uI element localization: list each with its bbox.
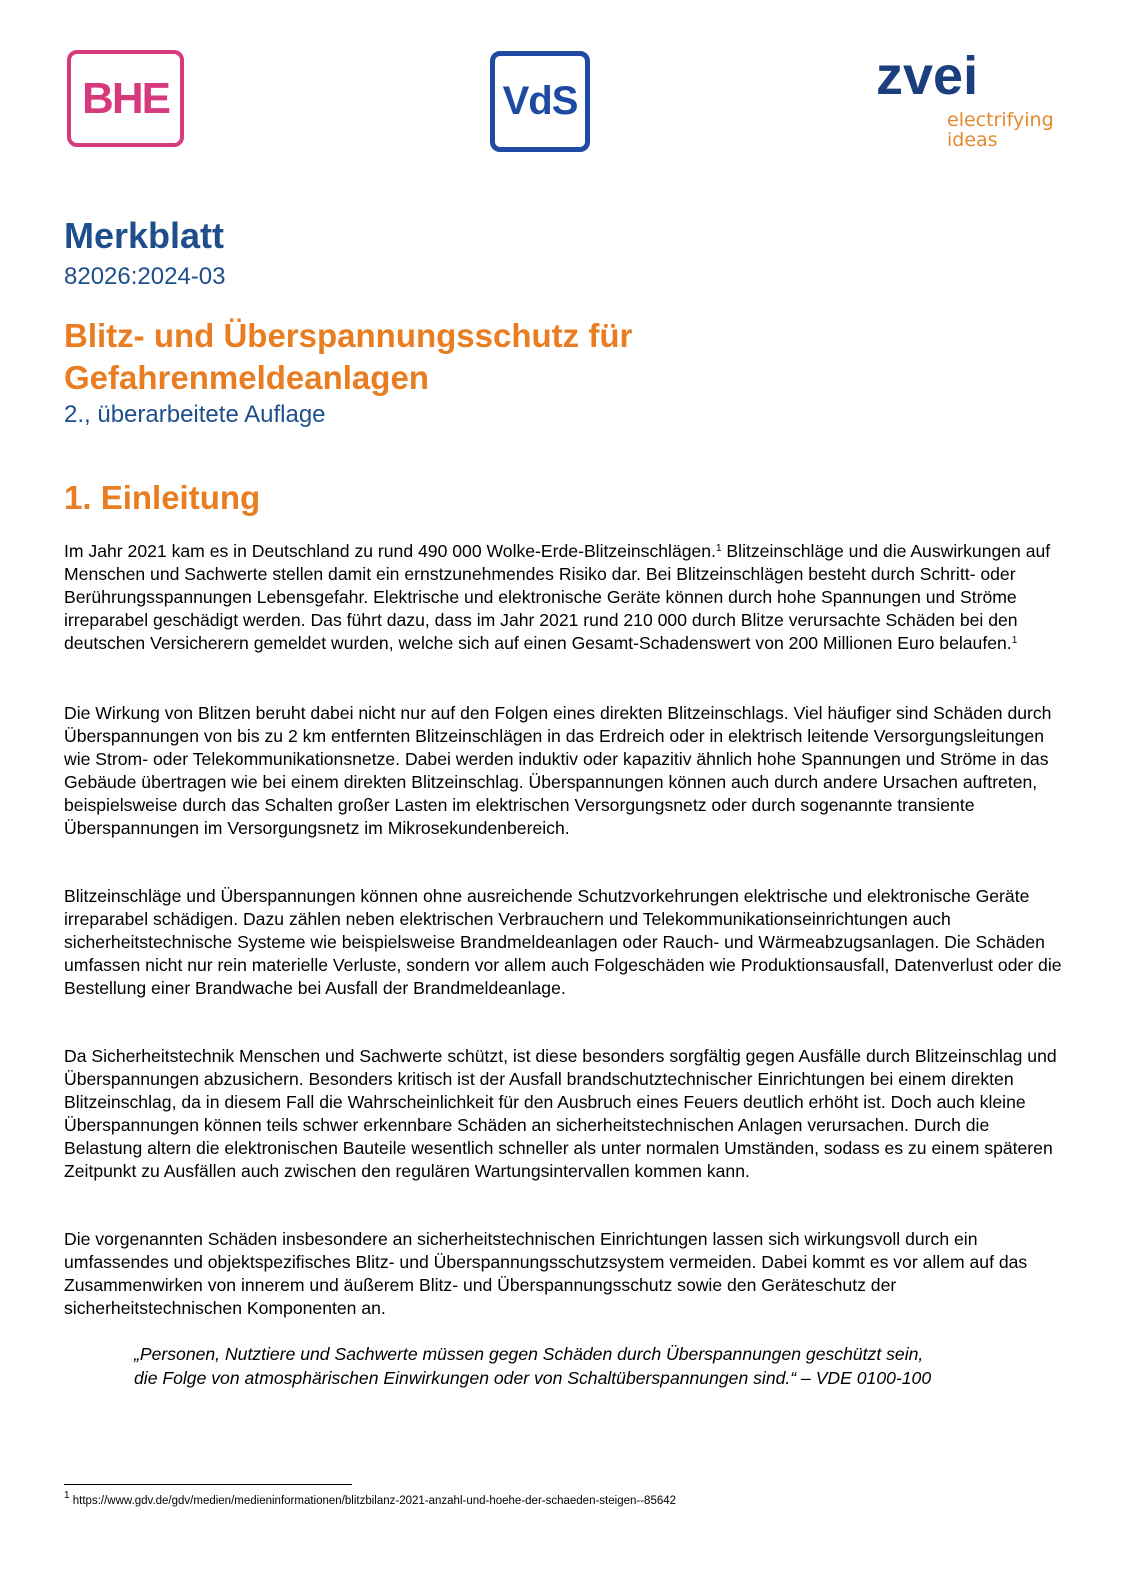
paragraph-1 (64, 540, 1064, 655)
doc-title-line-1: Blitz- und Überspannungsschutz für (64, 317, 633, 354)
doc-type-heading: Merkblatt (64, 215, 225, 256)
edition-label: 2., überarbeitete Auflage (64, 401, 326, 428)
doc-title-line-2: Gefahrenmeldeanlagen (64, 359, 429, 396)
zvei-tagline-line-1: electrifying (947, 109, 1054, 131)
paragraph-2: Die Wirkung von Blitzen beruht dabei nicht nur auf den Folgen eines direkten Blitzeinschlags. Viel häufiger sind Schäden durch Überspannungen von bis zu 2 km entfernten Blitzeinschlägen in das Erdreich oder in elektrisch leitende Versorgungsleitungen wie Strom- oder Telekommunikationsnetze. Dabei werden induktiv oder kapazitiv ähnlich hohe Spannungen und Ströme in das Gebäude übertragen wie bei einem direkten Blitzeinschlag. Überspannungen können auch durch andere Ursachen auftreten, beispielsweise durch das Schalten großer Lasten im elektrischen Versorgungsnetz oder durch sogenannte transiente Überspannungen im Versorgungsnetz im Mikrosekundenbereich. (64, 703, 1052, 838)
zvei-logo (876, 46, 1076, 156)
vde-quote-line-1: „Personen, Nutztiere und Sachwerte müssen gegen Schäden durch Überspannungen geschützt sein, (134, 1344, 924, 1364)
footnote-ref: 1 (715, 543, 722, 554)
doc-title (64, 315, 632, 399)
paragraph-4: Da Sicherheitstechnik Menschen und Sachwerte schützt, ist diese besonders sorgfältig gegen Ausfälle durch Blitzeinschlag und Überspannungen abzusichern. Besonders kritisch ist der Ausfall brandschutztechnischer Einrichtungen bei einem direkten Blitzeinschlag, da in diesem Fall die Wahrscheinlichkeit für den Ausbruch eines Feuers deutlich erhöht ist. Doch auch kleine Überspannungen können teils schwer erkennbare Schäden an sicherheitstechnischen Anlagen verursachen. Durch die Belastung altern die elektronischen Bauteile wesentlich schneller als unter normalen Umständen, sodass es zu einem späteren Zeitpunkt zu Ausfällen auch zwischen den regulären Wartungsintervallen kommen kann. (64, 1046, 1057, 1181)
section-heading: 1. Einleitung (64, 479, 261, 516)
zvei-tagline-line-2: ideas (947, 129, 998, 151)
footnote (64, 1490, 677, 1508)
zvei-logo-text: zvei (876, 46, 979, 106)
paragraph-3: Blitzeinschläge und Überspannungen können ohne ausreichende Schutzvorkehrungen elektrische und elektronische Geräte irreparabel schädigen. Dazu zählen neben elektrischen Verbrauchern und Telekommunikationseinrichtungen auch sicherheitstechnische Systeme wie beispielsweise Brandmeldeanlagen oder Rauch- und Wärmeabzugsanlagen. Die Schäden umfassen nicht nur rein materielle Verluste, sondern vor allem auch Folgeschäden wie Produktionsausfall, Datenverlust oder die Bestellung einer Brandwache bei Ausfall der Brandmeldeanlage. (64, 886, 1062, 998)
vds-logo-text: VdS (502, 79, 578, 123)
footnote-ref: 1 (1011, 635, 1018, 646)
vde-quote (134, 1342, 1064, 1390)
paragraph-1-part-a: Im Jahr 2021 kam es in Deutschland zu rund 490 000 Wolke-Erde-Blitzeinschlägen. (64, 541, 716, 561)
paragraph-1-part-b: Blitzeinschläge und die Auswirkungen auf Menschen und Sachwerte stellen damit ein ernstzunehmendes Risiko dar. Bei Blitzeinschlägen besteht durch Schritt- oder Berührungsspannungen Lebensgefahr. Elektrische und elektronische Geräte können durch hohe Spannungen und Ströme irreparabel geschädigt werden. Das führt dazu, dass im Jahr 2021 rund 210 000 durch Blitze verursachte Schäden bei den deutschen Versicherern gemeldet wurden, welche sich auf einen Gesamt-Schadenswert von 200 Millionen Euro belaufen. (64, 541, 1051, 653)
footnote-link[interactable]: https://www.gdv.de/gdv/medien/medieninformationen/blitzbilanz-2021-anzahl-und-hoehe-der-schaeden-steigen--85642 (72, 1495, 677, 1507)
footnote-divider (64, 1484, 352, 1485)
paragraph-5: Die vorgenannten Schäden insbesondere an sicherheitstechnischen Einrichtungen lassen sich wirkungsvoll durch ein umfassendes und objektspezifisches Blitz- und Überspannungsschutzsystem vermeiden. Dabei kommt es vor allem auf das Zusammenwirken von innerem und äußerem Blitz- und Überspannungsschutz sowie den Geräteschutz der sicherheitstechnischen Komponenten an. (64, 1229, 1028, 1318)
vde-quote-line-2: die Folge von atmosphärischen Einwirkungen oder von Schaltüberspannungen sind.“ – VDE 0100-100 (134, 1368, 932, 1388)
vds-logo (490, 51, 590, 152)
zvei-tagline (947, 110, 1054, 150)
bhe-logo-text: BHE (82, 73, 169, 123)
bhe-logo (67, 50, 184, 147)
footnote-marker: 1 (64, 1490, 70, 1501)
doc-number: 82026:2024-03 (64, 263, 226, 290)
